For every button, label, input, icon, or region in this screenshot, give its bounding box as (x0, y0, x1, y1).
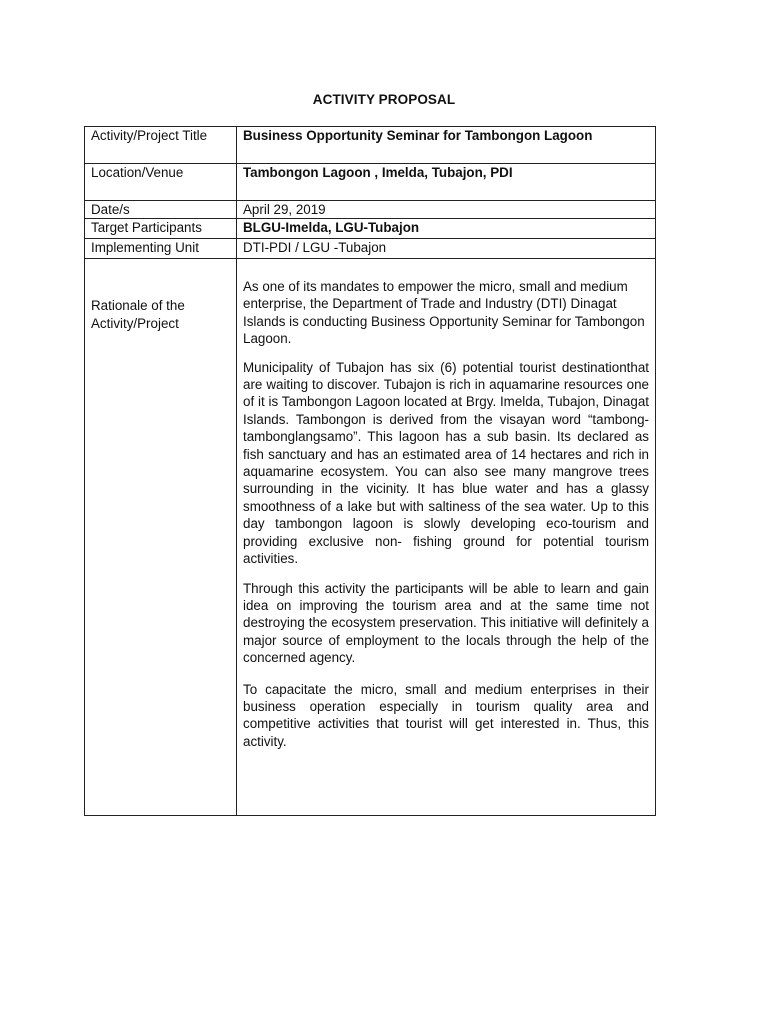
table-row-title (85, 127, 656, 164)
row-value: April 29, 2019 (237, 201, 656, 219)
row-label: Target Participants (85, 219, 237, 239)
row-value: Tambongon Lagoon , Imelda, Tubajon, PDI (237, 164, 656, 201)
table-row-date (85, 201, 656, 219)
rationale-paragraph: As one of its mandates to empower the micro, small and medium enterprise, the Department of Trade and Industry (DTI) Dinagat Islands is conducting Business Opportunity Seminar for Tambongon Lagoon. (243, 279, 645, 347)
row-label: Rationale of the Activity/Project (85, 259, 237, 816)
row-value: BLGU-Imelda, LGU-Tubajon (237, 219, 656, 239)
table-row-target-participants (85, 219, 656, 239)
row-value: Business Opportunity Seminar for Tambongon Lagoon (237, 127, 656, 164)
rationale-paragraph: Municipality of Tubajon has six (6) potential tourist destinationthat are waiting to discover. Tubajon is rich in aquamarine resources one of it is Tambongon Lagoon located at Brgy. Imelda, Tubajon, Dinagat Islands. Tambongon is derived from the visayan word “tambong-tambonglangsamo”. This lagoon has a sub basin. Its declared as fish sanctuary and has an estimated area of 14 hectares and rich in aquamarine ecosystem. You can also see many mangrove trees surrounding in the vicinity. It has blue water and has a glassy smoothness of a lake but with saltiness of the sea water. Up to this day tambongon lagoon is slowly developing eco-tourism and providing exclusive non- fishing ground for potential tourism activities. (243, 359, 649, 567)
row-value: DTI-PDI / LGU -Tubajon (237, 239, 656, 259)
proposal-table (84, 126, 656, 816)
rationale-paragraph: Through this activity the participants will be able to learn and gain idea on improving the tourism area and at the same time not destroying the ecosystem preservation. This initiative will definitely a major source of employment to the locals through the help of the concerned agency. (243, 580, 649, 666)
page-title: ACTIVITY PROPOSAL (312, 92, 456, 107)
row-label: Activity/Project Title (85, 127, 237, 164)
row-label: Location/Venue (85, 164, 237, 201)
table-row-implementing-unit (85, 239, 656, 259)
row-label: Implementing Unit (85, 239, 237, 259)
rationale-paragraph: To capacitate the micro, small and medium enterprises in their business operation especially in tourism quality area and competitive activities that tourist will get interested in. Thus, this activity. (243, 681, 649, 749)
row-label: Date/s (85, 201, 237, 219)
table-row-location (85, 164, 656, 201)
rationale-content (237, 259, 656, 816)
table-row-rationale (85, 259, 656, 816)
